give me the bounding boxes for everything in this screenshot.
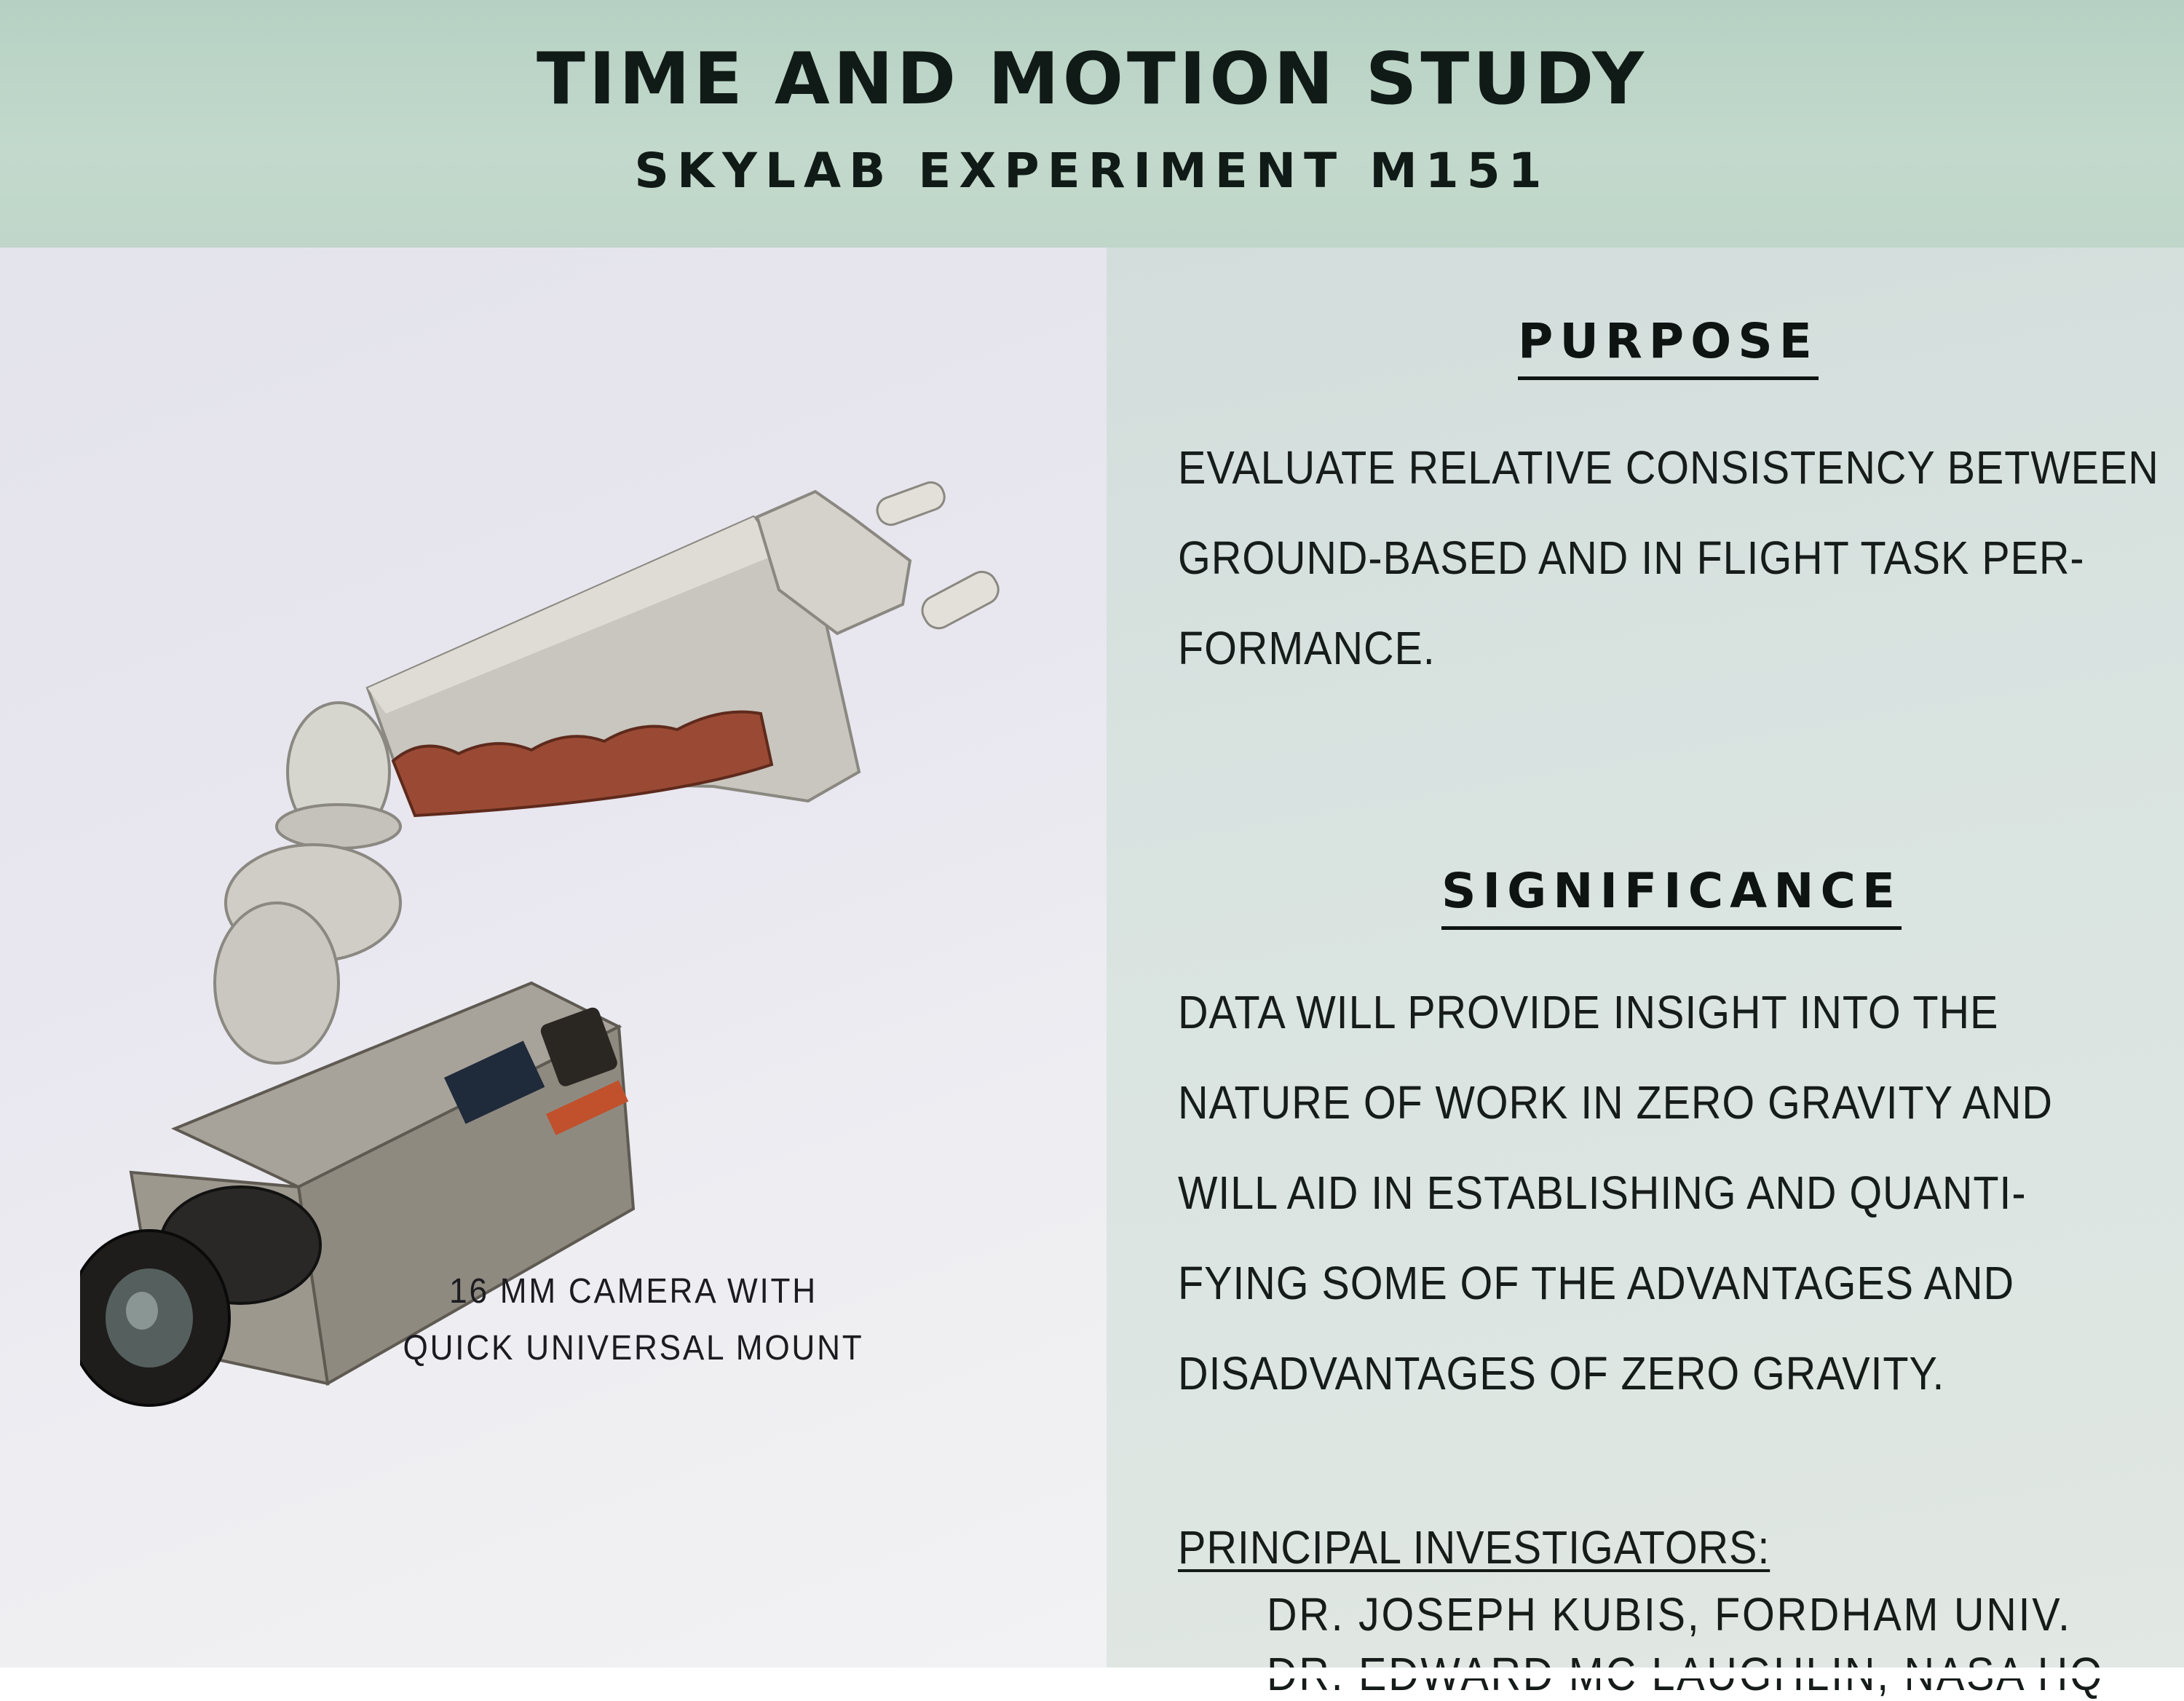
bottom-margin xyxy=(0,1668,2184,1678)
investigator-name: DR. JOSEPH KUBIS, FORDHAM UNIV. xyxy=(1267,1588,2072,1641)
significance-line: DISADVANTAGES OF ZERO GRAVITY. xyxy=(1178,1347,1945,1400)
caption-line: QUICK UNIVERSAL MOUNT xyxy=(403,1329,864,1367)
investigators-label: PRINCIPAL INVESTIGATORS: xyxy=(1178,1521,1770,1574)
significance-heading: SIGNIFICANCE xyxy=(1441,863,1902,930)
purpose-heading: PURPOSE xyxy=(1518,313,1819,380)
purpose-line: EVALUATE RELATIVE CONSISTENCY BETWEEN xyxy=(1178,441,2159,494)
slide-subtitle: SKYLAB EXPERIMENT M151 xyxy=(634,143,1550,199)
caption-line: 16 MM CAMERA WITH xyxy=(449,1272,818,1311)
image-caption xyxy=(399,1263,868,1377)
significance-line: FYING SOME OF THE ADVANTAGES AND xyxy=(1178,1257,2014,1309)
significance-line: WILL AID IN ESTABLISHING AND QUANTI- xyxy=(1178,1167,2027,1219)
purpose-line: GROUND-BASED AND IN FLIGHT TASK PER- xyxy=(1178,532,2085,584)
header-band xyxy=(0,0,2184,251)
clamp-knob-side xyxy=(917,567,1003,633)
mount-joint-lower xyxy=(215,903,339,1063)
purpose-line: FORMANCE. xyxy=(1178,622,1436,674)
slide-title: TIME AND MOTION STUDY xyxy=(537,38,1647,121)
clamp-knob-top xyxy=(874,479,948,529)
significance-text xyxy=(1178,967,2069,1418)
significance-line: DATA WILL PROVIDE INSIGHT INTO THE xyxy=(1178,986,1999,1038)
purpose-text xyxy=(1178,422,2159,693)
significance-line: NATURE OF WORK IN ZERO GRAVITY AND xyxy=(1178,1076,2053,1129)
